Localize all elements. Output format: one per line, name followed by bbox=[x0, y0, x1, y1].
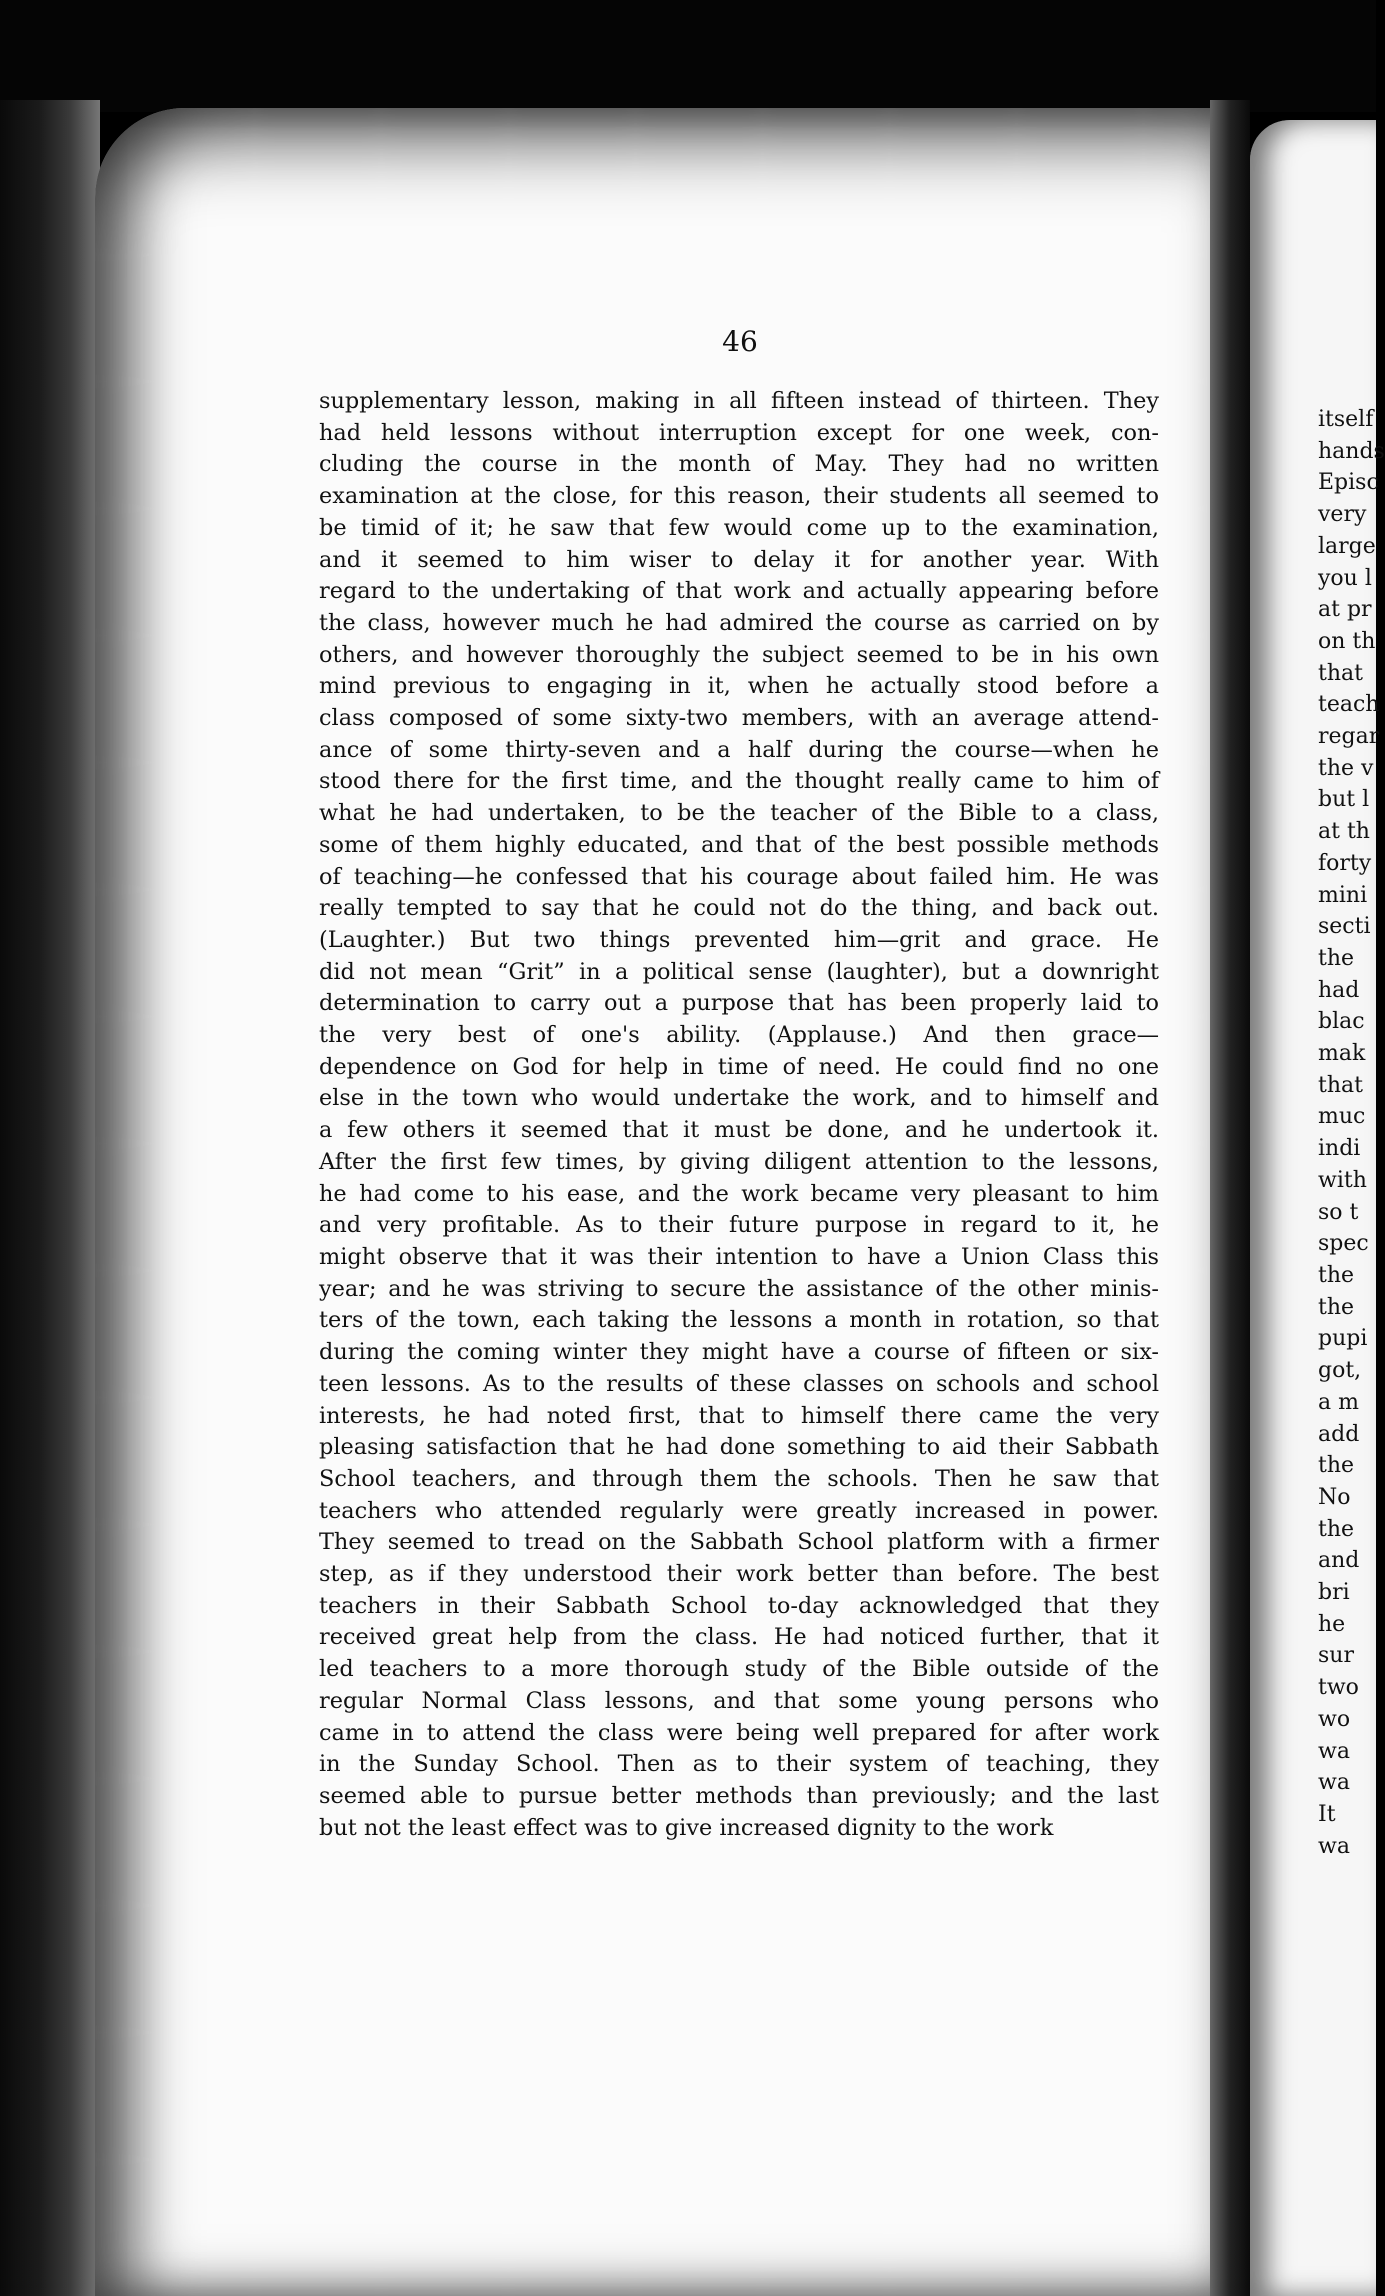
text-line: but not the least effect was to give increased dignity to the work bbox=[319, 1814, 1054, 1841]
facing-page-fragment: indi bbox=[1318, 1136, 1361, 1162]
facing-page-fragment: had bbox=[1318, 977, 1360, 1003]
facing-page-fragment: the bbox=[1318, 1516, 1355, 1542]
facing-page-fragment: bri bbox=[1318, 1580, 1350, 1606]
text-line: cluding the course in the month of May. They had no written bbox=[319, 451, 1159, 478]
text-line: else in the town who would undertake the work, and to himself and bbox=[319, 1085, 1159, 1112]
text-line: teachers in their Sabbath School to-day acknowledged that they bbox=[319, 1592, 1159, 1619]
facing-page-fragment: a m bbox=[1318, 1389, 1359, 1415]
text-line: be timid of it; he saw that few would come up to the examination, bbox=[319, 514, 1159, 541]
text-line: the very best of one's ability. (Applause.) And then grace— bbox=[319, 1022, 1159, 1049]
text-line: a few others it seemed that it must be done, and he undertook it. bbox=[319, 1117, 1159, 1144]
text-line: They seemed to tread on the Sabbath School platform with a firmer bbox=[319, 1529, 1159, 1556]
text-line: (Laughter.) But two things prevented him—grit and grace. He bbox=[319, 926, 1159, 953]
facing-page-fragment: so t bbox=[1318, 1199, 1359, 1225]
facing-page-fragment: but l bbox=[1318, 787, 1370, 813]
book-gutter bbox=[1210, 100, 1250, 2296]
facing-page-fragment: Episc bbox=[1318, 470, 1379, 496]
text-line: dependence on God for help in time of need. He could find no one bbox=[319, 1053, 1159, 1080]
text-line: seemed able to pursue better methods than previously; and the last bbox=[319, 1782, 1159, 1809]
text-line: supplementary lesson, making in all fifteen instead of thirteen. They bbox=[319, 388, 1159, 414]
text-line: he had come to his ease, and the work became very pleasant to him bbox=[319, 1180, 1159, 1207]
text-line: led teachers to a more thorough study of the Bible outside of the bbox=[319, 1656, 1159, 1683]
text-line: in the Sunday School. Then as to their system of teaching, they bbox=[319, 1751, 1159, 1778]
facing-page-fragment: It bbox=[1318, 1801, 1336, 1827]
facing-page-fragment: No bbox=[1318, 1484, 1351, 1510]
text-line: stood there for the first time, and the thought really came to him of bbox=[319, 768, 1159, 795]
text-line: examination at the close, for this reason, their students all seemed to bbox=[319, 483, 1159, 510]
text-line: the class, however much he had admired the course as carried on by bbox=[319, 609, 1159, 636]
text-line: and very profitable. As to their future purpose in regard to it, he bbox=[319, 1212, 1159, 1239]
text-line: others, and however thoroughly the subject seemed to be in his own bbox=[319, 641, 1159, 668]
text-line: came in to attend the class were being well prepared for after work bbox=[319, 1719, 1159, 1746]
facing-page-fragment: regar bbox=[1318, 724, 1380, 750]
facing-page-fragment: he bbox=[1318, 1611, 1346, 1637]
facing-page-fragment: wo bbox=[1318, 1706, 1351, 1732]
text-line: class composed of some sixty-two members, with an average attend- bbox=[319, 705, 1159, 732]
book-left-edge bbox=[0, 100, 100, 2296]
text-line: After the first few times, by giving diligent attention to the lessons, bbox=[319, 1148, 1159, 1175]
facing-page-fragment: the bbox=[1318, 945, 1355, 971]
text-line: determination to carry out a purpose that has been properly laid to bbox=[319, 990, 1159, 1017]
text-line: had held lessons without interruption except for one week, con- bbox=[319, 419, 1159, 446]
facing-page-fragment: add bbox=[1318, 1421, 1360, 1447]
scan-top-border bbox=[0, 0, 1376, 112]
facing-page-fragment: and bbox=[1318, 1548, 1360, 1574]
facing-page-fragment: the bbox=[1318, 1262, 1355, 1288]
facing-page-fragment: blac bbox=[1318, 1009, 1365, 1035]
facing-page-fragment: hands bbox=[1318, 438, 1385, 464]
facing-page-fragment: that bbox=[1318, 1072, 1363, 1098]
facing-page-fragment: teach bbox=[1318, 692, 1380, 718]
facing-page-fragment: the bbox=[1318, 1453, 1355, 1479]
facing-page-fragment: wa bbox=[1318, 1770, 1350, 1796]
text-line: regular Normal Class lessons, and that some young persons who bbox=[319, 1687, 1159, 1714]
text-line: School teachers, and through them the schools. Then he saw that bbox=[319, 1465, 1159, 1492]
text-line: and it seemed to him wiser to delay it for another year. With bbox=[319, 546, 1159, 573]
text-line: of teaching—he confessed that his courage about failed him. He was bbox=[319, 863, 1159, 890]
facing-page-fragment: spec bbox=[1318, 1231, 1369, 1257]
text-line: regard to the undertaking of that work and actually appearing before bbox=[319, 578, 1159, 605]
facing-page-fragment: at pr bbox=[1318, 597, 1372, 623]
facing-page-fragment: wa bbox=[1318, 1738, 1350, 1764]
text-line: might observe that it was their intention to have a Union Class this bbox=[319, 1243, 1159, 1270]
facing-page-fragment: muc bbox=[1318, 1104, 1366, 1130]
facing-page-fragment: two bbox=[1318, 1675, 1359, 1701]
text-line: received great help from the class. He had noticed further, that it bbox=[319, 1624, 1159, 1651]
text-line: teachers who attended regularly were greatly increased in power. bbox=[319, 1497, 1159, 1524]
facing-page-fragment: the v bbox=[1318, 755, 1374, 781]
page-number: 46 bbox=[722, 325, 758, 358]
text-line: ance of some thirty-seven and a half during the course—when he bbox=[319, 736, 1159, 763]
text-line: interests, he had noted first, that to himself there came the very bbox=[319, 1402, 1159, 1429]
facing-page-fragment: large bbox=[1318, 533, 1376, 559]
facing-page-fragment: wa bbox=[1318, 1833, 1350, 1859]
page-body-text bbox=[319, 386, 1159, 1844]
facing-page-fragment: got, bbox=[1318, 1358, 1362, 1384]
facing-page-fragment: at th bbox=[1318, 819, 1370, 845]
facing-page-fragment: mak bbox=[1318, 1041, 1366, 1067]
text-line: did not mean “Grit” in a political sense (laughter), but a downright bbox=[319, 958, 1159, 985]
text-line: step, as if they understood their work better than before. The best bbox=[319, 1561, 1159, 1588]
facing-page-fragment: mini bbox=[1318, 882, 1368, 908]
facing-page-fragment: itself bbox=[1318, 407, 1374, 432]
facing-page-fragment: you l bbox=[1318, 565, 1372, 591]
text-line: during the coming winter they might have a course of fifteen or six- bbox=[319, 1339, 1159, 1366]
facing-page-fragment: that bbox=[1318, 660, 1363, 686]
text-line: what he had undertaken, to be the teacher of the Bible to a class, bbox=[319, 800, 1159, 827]
facing-page-fragment: on th bbox=[1318, 628, 1376, 654]
facing-page-fragment: the bbox=[1318, 1294, 1355, 1320]
text-line: some of them highly educated, and that of the best possible methods bbox=[319, 831, 1159, 858]
text-line: year; and he was striving to secure the assistance of the other minis- bbox=[319, 1275, 1159, 1302]
facing-page-fragment: forty bbox=[1318, 850, 1372, 876]
text-line: mind previous to engaging in it, when he actually stood before a bbox=[319, 673, 1159, 700]
facing-page-fragment: secti bbox=[1318, 914, 1371, 940]
facing-page-text-fragments bbox=[1318, 404, 1385, 1862]
facing-page-fragment: pupi bbox=[1318, 1326, 1368, 1352]
text-line: really tempted to say that he could not do the thing, and back out. bbox=[319, 895, 1159, 922]
facing-page-fragment: sur bbox=[1318, 1643, 1354, 1669]
facing-page-fragment: with bbox=[1318, 1167, 1367, 1193]
facing-page-fragment: very bbox=[1318, 502, 1367, 528]
text-line: pleasing satisfaction that he had done something to aid their Sabbath bbox=[319, 1434, 1159, 1461]
text-line: teen lessons. As to the results of these classes on schools and school bbox=[319, 1370, 1159, 1397]
text-line: ters of the town, each taking the lessons a month in rotation, so that bbox=[319, 1307, 1159, 1334]
